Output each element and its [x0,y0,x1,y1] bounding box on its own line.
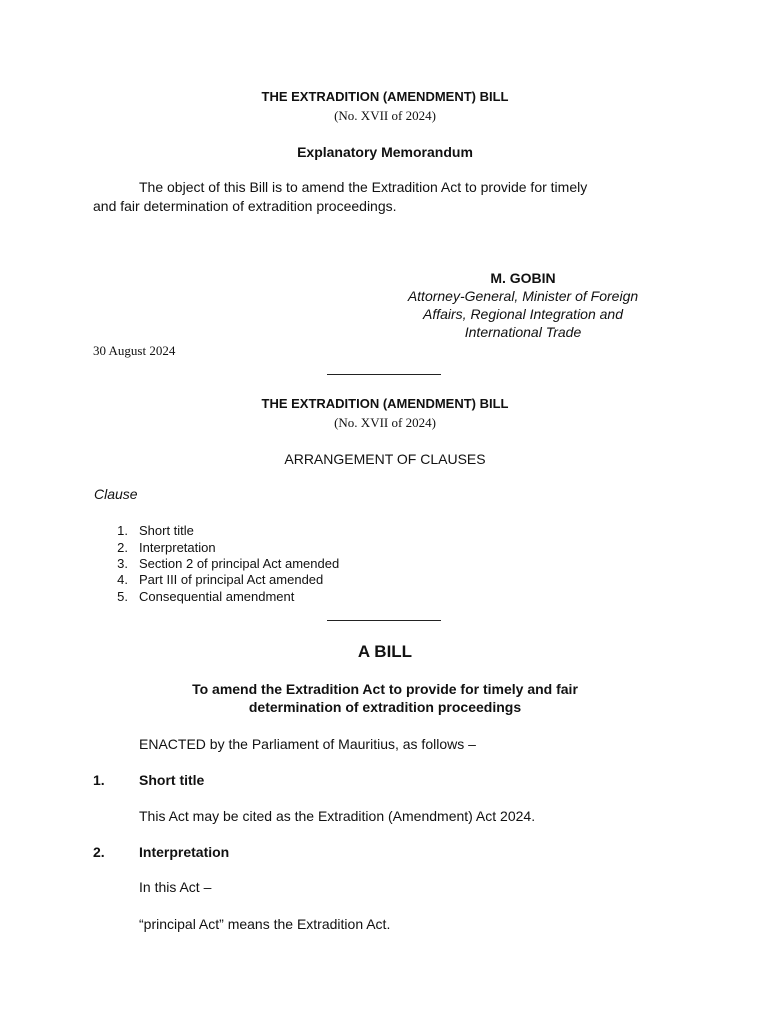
definition-text: “principal Act” means the Extradition Act. [139,916,391,932]
signatory-name: M. GOBIN [490,270,556,286]
section-title: Interpretation [139,844,230,860]
clause-number: 4. [117,572,128,587]
bill-heading: A BILL [357,642,413,661]
clause-number: 5. [117,589,128,604]
clause-title: Section 2 of principal Act amended [139,556,340,571]
arrangement-bill-title: THE EXTRADITION (AMENDMENT) BILL [261,396,509,411]
section-divider [327,620,441,621]
section-number: 2. [93,844,105,860]
section-divider [327,374,441,375]
enacting-clause: ENACTED by the Parliament of Mauritius, as follows – [139,736,476,752]
clause-label: Clause [94,486,138,502]
arrangement-heading: ARRANGEMENT OF CLAUSES [284,451,486,467]
memo-heading: Explanatory Memorandum [297,144,473,160]
memo-date: 30 August 2024 [93,343,176,358]
clause-title: Consequential amendment [139,589,295,604]
long-title-line-2: determination of extradition proceedings [248,699,522,715]
memo-paragraph-line-2: and fair determination of extradition proceedings. [93,198,397,214]
section-title: Short title [139,772,205,788]
clause-number: 1. [117,523,128,538]
clause-title: Part III of principal Act amended [139,572,324,587]
memo-paragraph-line-1: The object of this Bill is to amend the Extradition Act to provide for timely [139,179,588,195]
section-number: 1. [93,772,105,788]
arrangement-bill-number: (No. XVII of 2024) [334,415,436,430]
signatory-title-line-3: International Trade [464,324,582,340]
clause-number: 3. [117,556,128,571]
section-text: This Act may be cited as the Extradition (Amendment) Act 2024. [139,808,536,824]
memo-bill-title: THE EXTRADITION (AMENDMENT) BILL [261,89,509,104]
signatory-title-line-2: Affairs, Regional Integration and [422,306,623,322]
clause-number: 2. [117,540,128,555]
section-text: In this Act – [139,879,212,895]
memo-bill-number: (No. XVII of 2024) [334,108,436,123]
signatory-title-line-1: Attorney-General, Minister of Foreign [407,288,639,304]
long-title-line-1: To amend the Extradition Act to provide for timely and fair [192,681,578,697]
clause-title: Short title [139,523,194,538]
clause-title: Interpretation [139,540,216,555]
